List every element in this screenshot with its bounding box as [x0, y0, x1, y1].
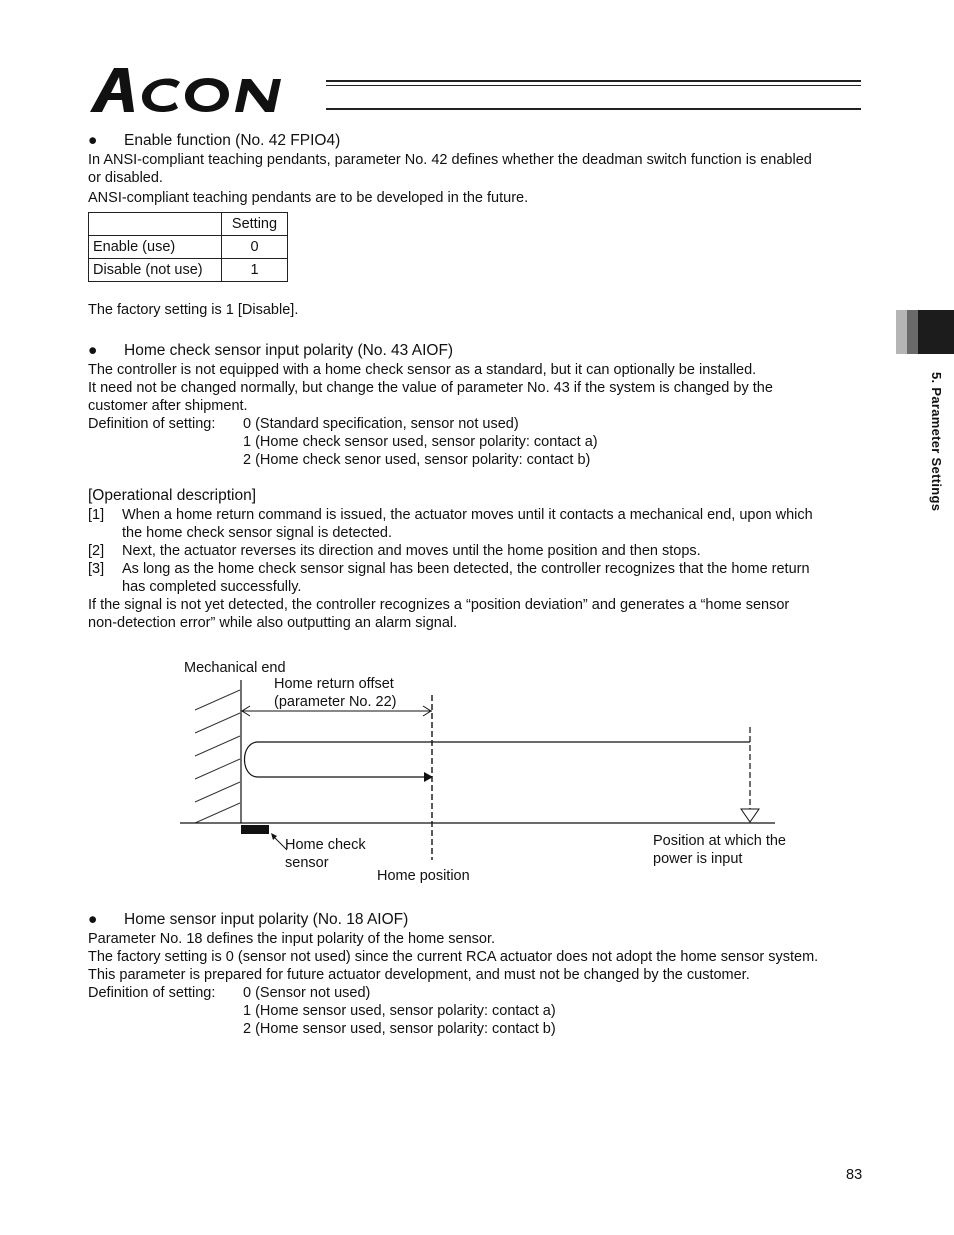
table-cell: Disable (not use) [89, 259, 222, 282]
section2-line1: The controller is not equipped with a home check sensor as a standard, but it can optionally be installed. [88, 362, 757, 378]
header-rule-mid [326, 85, 861, 86]
section3-definition-value: 2 (Home sensor used, sensor polarity: contact b) [243, 1021, 556, 1037]
section1-para2: ANSI-compliant teaching pendants are to be developed in the future. [88, 190, 529, 206]
section3-definition-value: 0 (Sensor not used) [243, 985, 371, 1001]
section3-definition-label: Definition of setting: [88, 985, 216, 1001]
section3-line1: Parameter No. 18 defines the input polarity of the home sensor. [88, 931, 496, 947]
step-number: [3] [88, 561, 105, 577]
power-position-label-line1: Position at which the [653, 833, 786, 849]
home-check-sensor-block [241, 825, 269, 834]
table-header-row [89, 213, 288, 236]
header-rule-bottom [326, 108, 861, 110]
table-cell: Enable (use) [89, 236, 222, 259]
table-header-cell: Setting [222, 213, 288, 236]
section2-definition-value: 0 (Standard specification, sensor not used) [243, 416, 519, 432]
offset-label-line2: (parameter No. 22) [274, 694, 397, 710]
logo-letter-o [185, 78, 229, 112]
mechanical-end-label: Mechanical end [184, 660, 286, 676]
section1-para1-line1: In ANSI-compliant teaching pendants, parameter No. 42 defines whether the deadman switch function is enabled [88, 152, 812, 168]
logo-text: ACON [88, 64, 91, 65]
table-row [89, 259, 288, 282]
step-number: [2] [88, 543, 105, 559]
header-rule-top [326, 80, 861, 82]
home-position-label: Home position [377, 868, 470, 884]
offset-label-line1: Home return offset [274, 676, 394, 692]
sensor-label-line1: Home check [285, 837, 366, 853]
logo-letter-n [235, 79, 281, 112]
section3-line2: The factory setting is 0 (sensor not used) since the current RCA actuator does not adopt the home sensor system. [88, 949, 819, 965]
table-header-cell [89, 213, 222, 236]
section-side-label: 5. Parameter Settings [929, 372, 944, 512]
table-row [89, 236, 288, 259]
section2-line2: It need not be changed normally, but change the value of parameter No. 43 if the system is changed by the [88, 380, 773, 396]
settings-table [88, 212, 288, 282]
power-position-marker-icon [741, 809, 759, 822]
table-cell: 1 [222, 259, 288, 282]
table-cell: 0 [222, 236, 288, 259]
step-number: [1] [88, 507, 105, 523]
section2-definition-value: 2 (Home check senor used, sensor polarity: contact b) [243, 452, 591, 468]
page-number: 83 [846, 1167, 863, 1183]
section3-line3: This parameter is prepared for future actuator development, and must not be changed by the customer. [88, 967, 750, 983]
step-text: When a home return command is issued, the actuator moves until it contacts a mechanical end, upon which [122, 507, 813, 523]
acon-logo [88, 64, 328, 116]
logo-letter-c [142, 78, 180, 112]
section2-note-line1: If the signal is not yet detected, the controller recognizes a “position deviation” and generates a “home sensor [88, 597, 790, 613]
section2-line3: customer after shipment. [88, 398, 248, 414]
section1-para1-line2: or disabled. [88, 170, 163, 186]
logo-letter-a [90, 68, 134, 112]
side-tab-light [896, 310, 907, 354]
section1-heading-text: Enable function (No. 42 FPIO4) [124, 132, 341, 149]
step-text: As long as the home check sensor signal has been detected, the controller recognizes that the home return [122, 561, 810, 577]
section2-note-line2: non-detection error” while also outputting an alarm signal. [88, 615, 458, 631]
bullet-icon: ● [88, 342, 98, 359]
side-tab-mid [907, 310, 918, 354]
sensor-label-line2: sensor [285, 855, 329, 871]
bullet-icon: ● [88, 911, 98, 928]
section3-definition-value: 1 (Home sensor used, sensor polarity: contact a) [243, 1003, 556, 1019]
section1-factory-setting: The factory setting is 1 [Disable]. [88, 302, 299, 318]
home-return-path [245, 742, 751, 777]
side-tab-dark [918, 310, 954, 354]
mechanical-end-hatching [195, 690, 240, 823]
section2-definition-label: Definition of setting: [88, 416, 216, 432]
bullet-icon: ● [88, 132, 98, 149]
step-text: has completed successfully. [122, 579, 302, 595]
operational-description-heading: [Operational description] [88, 487, 257, 504]
power-position-label-line2: power is input [653, 851, 743, 867]
section2-heading-text: Home check sensor input polarity (No. 43 AIOF) [124, 342, 454, 359]
section2-definition-value: 1 (Home check sensor used, sensor polarity: contact a) [243, 434, 598, 450]
section3-heading-text: Home sensor input polarity (No. 18 AIOF) [124, 911, 409, 928]
step-text: the home check sensor signal is detected. [122, 525, 393, 541]
home-return-diagram [170, 655, 790, 890]
step-text: Next, the actuator reverses its direction and moves until the home position and then stops. [122, 543, 701, 559]
